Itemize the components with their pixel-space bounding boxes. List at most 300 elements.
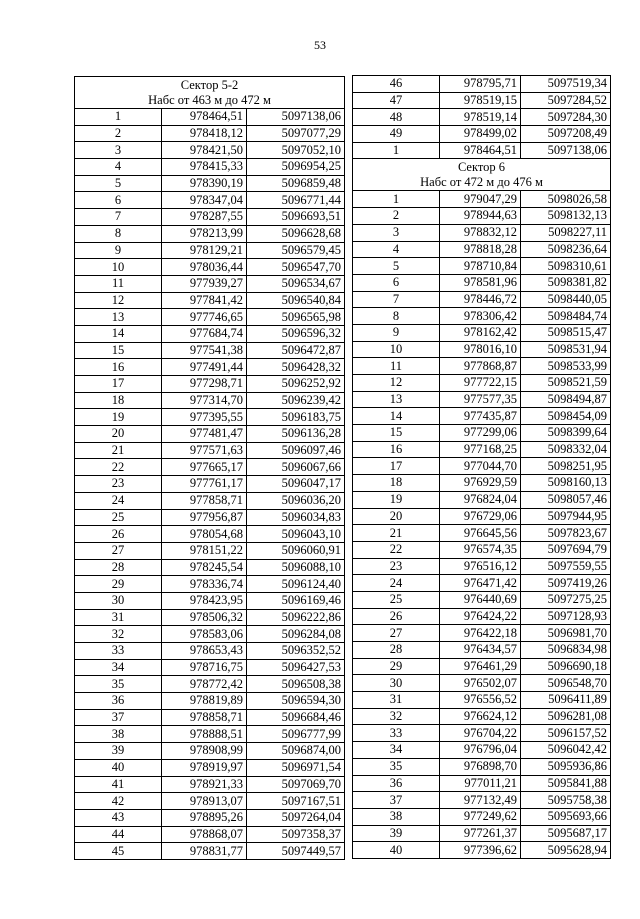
table-row bbox=[353, 191, 611, 208]
x-coordinate-cell: 978868,07 bbox=[162, 826, 247, 843]
coordinates-table-left bbox=[74, 76, 345, 860]
y-coordinate-cell: 5096579,45 bbox=[247, 242, 345, 259]
page-number: 53 bbox=[314, 38, 326, 52]
point-number-cell: 4 bbox=[353, 241, 440, 258]
point-number-cell: 7 bbox=[353, 291, 440, 308]
table-row bbox=[75, 426, 345, 443]
sector-subtitle: Набс от 472 м до 476 м bbox=[420, 174, 543, 189]
y-coordinate-cell: 5096169,46 bbox=[247, 592, 345, 609]
table-row bbox=[75, 292, 345, 309]
point-number-cell: 34 bbox=[353, 742, 440, 759]
point-number-cell: 25 bbox=[353, 591, 440, 608]
point-number-cell: 4 bbox=[75, 159, 162, 176]
x-coordinate-cell: 977761,17 bbox=[162, 476, 247, 493]
table-row bbox=[75, 776, 345, 793]
x-coordinate-cell: 977684,74 bbox=[162, 325, 247, 342]
table-row bbox=[75, 376, 345, 393]
x-coordinate-cell: 976461,29 bbox=[440, 658, 521, 675]
y-coordinate-cell: 5096239,42 bbox=[247, 392, 345, 409]
x-coordinate-cell: 977044,70 bbox=[440, 458, 521, 475]
y-coordinate-cell: 5096183,75 bbox=[247, 409, 345, 426]
point-number-cell: 30 bbox=[75, 592, 162, 609]
point-number-cell: 22 bbox=[75, 459, 162, 476]
table-row bbox=[353, 358, 611, 375]
table-row bbox=[75, 409, 345, 426]
point-number-cell: 15 bbox=[75, 342, 162, 359]
point-number-cell: 7 bbox=[75, 209, 162, 226]
sector-header-row bbox=[75, 77, 345, 109]
x-coordinate-cell: 977481,47 bbox=[162, 426, 247, 443]
point-number-cell: 31 bbox=[353, 692, 440, 709]
table-row bbox=[353, 792, 611, 809]
x-coordinate-cell: 976624,12 bbox=[440, 708, 521, 725]
point-number-cell: 49 bbox=[353, 126, 440, 143]
point-number-cell: 18 bbox=[75, 392, 162, 409]
table-row bbox=[75, 476, 345, 493]
point-number-cell: 26 bbox=[75, 526, 162, 543]
y-coordinate-cell: 5096352,52 bbox=[247, 643, 345, 660]
table-row bbox=[75, 643, 345, 660]
y-coordinate-cell: 5096565,98 bbox=[247, 309, 345, 326]
table-row bbox=[353, 742, 611, 759]
table-row bbox=[353, 775, 611, 792]
y-coordinate-cell: 5096628,68 bbox=[247, 225, 345, 242]
x-coordinate-cell: 978944,63 bbox=[440, 208, 521, 225]
table-row bbox=[75, 576, 345, 593]
point-number-cell: 13 bbox=[353, 391, 440, 408]
point-number-cell: 14 bbox=[353, 408, 440, 425]
table-row bbox=[353, 708, 611, 725]
y-coordinate-cell: 5098227,11 bbox=[521, 224, 611, 241]
y-coordinate-cell: 5097077,29 bbox=[247, 125, 345, 142]
y-coordinate-cell: 5096594,30 bbox=[247, 693, 345, 710]
table-row bbox=[75, 459, 345, 476]
table-row bbox=[75, 826, 345, 843]
y-coordinate-cell: 5098332,04 bbox=[521, 441, 611, 458]
sector-header-cell bbox=[353, 159, 611, 191]
table-row bbox=[353, 224, 611, 241]
point-number-cell: 10 bbox=[75, 259, 162, 276]
point-number-cell: 42 bbox=[75, 793, 162, 810]
table-row bbox=[353, 375, 611, 392]
point-number-cell: 33 bbox=[353, 725, 440, 742]
y-coordinate-cell: 5098132,13 bbox=[521, 208, 611, 225]
point-number-cell: 6 bbox=[353, 274, 440, 291]
y-coordinate-cell: 5098381,82 bbox=[521, 274, 611, 291]
table-row bbox=[353, 725, 611, 742]
point-number-cell: 6 bbox=[75, 192, 162, 209]
table-row bbox=[75, 125, 345, 142]
x-coordinate-cell: 977011,21 bbox=[440, 775, 521, 792]
point-number-cell: 29 bbox=[353, 658, 440, 675]
point-number-cell: 47 bbox=[353, 92, 440, 109]
point-number-cell: 44 bbox=[75, 826, 162, 843]
x-coordinate-cell: 976898,70 bbox=[440, 758, 521, 775]
table-row bbox=[75, 592, 345, 609]
y-coordinate-cell: 5096540,84 bbox=[247, 292, 345, 309]
table-row bbox=[75, 325, 345, 342]
sector-title: Сектор 6 bbox=[457, 159, 506, 174]
table-row bbox=[75, 559, 345, 576]
point-number-cell: 8 bbox=[353, 308, 440, 325]
table-row bbox=[353, 341, 611, 358]
point-number-cell: 23 bbox=[353, 558, 440, 575]
y-coordinate-cell: 5096124,40 bbox=[247, 576, 345, 593]
point-number-cell: 40 bbox=[353, 842, 440, 859]
x-coordinate-cell: 977541,38 bbox=[162, 342, 247, 359]
x-coordinate-cell: 978818,28 bbox=[440, 241, 521, 258]
table-row bbox=[353, 408, 611, 425]
x-coordinate-cell: 978506,32 bbox=[162, 609, 247, 626]
point-number-cell: 9 bbox=[353, 324, 440, 341]
y-coordinate-cell: 5098236,64 bbox=[521, 241, 611, 258]
table-row bbox=[75, 242, 345, 259]
y-coordinate-cell: 5096222,86 bbox=[247, 609, 345, 626]
x-coordinate-cell: 978464,51 bbox=[440, 142, 521, 159]
table-row bbox=[75, 159, 345, 176]
y-coordinate-cell: 5097138,06 bbox=[521, 142, 611, 159]
table-row bbox=[75, 142, 345, 159]
x-coordinate-cell: 978908,99 bbox=[162, 743, 247, 760]
y-coordinate-cell: 5098310,61 bbox=[521, 258, 611, 275]
x-coordinate-cell: 978653,43 bbox=[162, 643, 247, 660]
y-coordinate-cell: 5097264,04 bbox=[247, 809, 345, 826]
table-row bbox=[75, 442, 345, 459]
point-number-cell: 9 bbox=[75, 242, 162, 259]
x-coordinate-cell: 978716,75 bbox=[162, 659, 247, 676]
y-coordinate-cell: 5095758,38 bbox=[521, 792, 611, 809]
point-number-cell: 43 bbox=[75, 809, 162, 826]
point-number-cell: 21 bbox=[75, 442, 162, 459]
y-coordinate-cell: 5096284,08 bbox=[247, 626, 345, 643]
point-number-cell: 20 bbox=[75, 426, 162, 443]
y-coordinate-cell: 5096060,91 bbox=[247, 542, 345, 559]
x-coordinate-cell: 976704,22 bbox=[440, 725, 521, 742]
x-coordinate-cell: 978831,77 bbox=[162, 843, 247, 860]
x-coordinate-cell: 977577,35 bbox=[440, 391, 521, 408]
table-row bbox=[75, 809, 345, 826]
point-number-cell: 15 bbox=[353, 425, 440, 442]
x-coordinate-cell: 978919,97 bbox=[162, 759, 247, 776]
y-coordinate-cell: 5097284,30 bbox=[521, 109, 611, 126]
table-row bbox=[353, 808, 611, 825]
y-coordinate-cell: 5097284,52 bbox=[521, 92, 611, 109]
x-coordinate-cell: 978895,26 bbox=[162, 809, 247, 826]
table-row bbox=[353, 258, 611, 275]
y-coordinate-cell: 5096428,32 bbox=[247, 359, 345, 376]
x-coordinate-cell: 978162,42 bbox=[440, 324, 521, 341]
point-number-cell: 32 bbox=[75, 626, 162, 643]
y-coordinate-cell: 5095936,86 bbox=[521, 758, 611, 775]
x-coordinate-cell: 978519,14 bbox=[440, 109, 521, 126]
y-coordinate-cell: 5098399,64 bbox=[521, 425, 611, 442]
table-row bbox=[353, 92, 611, 109]
point-number-cell: 17 bbox=[353, 458, 440, 475]
point-number-cell: 46 bbox=[353, 76, 440, 93]
point-number-cell: 38 bbox=[75, 726, 162, 743]
y-coordinate-cell: 5098454,09 bbox=[521, 408, 611, 425]
point-number-cell: 48 bbox=[353, 109, 440, 126]
sector-subtitle: Набс от 463 м до 472 м bbox=[148, 92, 271, 107]
x-coordinate-cell: 978423,95 bbox=[162, 592, 247, 609]
y-coordinate-cell: 5097052,10 bbox=[247, 142, 345, 159]
point-number-cell: 30 bbox=[353, 675, 440, 692]
x-coordinate-cell: 978151,22 bbox=[162, 542, 247, 559]
x-coordinate-cell: 978581,96 bbox=[440, 274, 521, 291]
y-coordinate-cell: 5096411,89 bbox=[521, 692, 611, 709]
table-row bbox=[353, 642, 611, 659]
y-coordinate-cell: 5098057,46 bbox=[521, 491, 611, 508]
table-row bbox=[353, 208, 611, 225]
y-coordinate-cell: 5098521,59 bbox=[521, 375, 611, 392]
point-number-cell: 36 bbox=[353, 775, 440, 792]
x-coordinate-cell: 978583,06 bbox=[162, 626, 247, 643]
point-number-cell: 36 bbox=[75, 693, 162, 710]
table-row bbox=[353, 441, 611, 458]
point-number-cell: 20 bbox=[353, 508, 440, 525]
y-coordinate-cell: 5096034,83 bbox=[247, 509, 345, 526]
y-coordinate-cell: 5097449,57 bbox=[247, 843, 345, 860]
x-coordinate-cell: 977939,27 bbox=[162, 275, 247, 292]
point-number-cell: 37 bbox=[75, 709, 162, 726]
coordinates-table-right-body bbox=[353, 76, 611, 859]
y-coordinate-cell: 5096971,54 bbox=[247, 759, 345, 776]
y-coordinate-cell: 5095693,66 bbox=[521, 808, 611, 825]
x-coordinate-cell: 977132,49 bbox=[440, 792, 521, 809]
x-coordinate-cell: 977868,87 bbox=[440, 358, 521, 375]
y-coordinate-cell: 5097944,95 bbox=[521, 508, 611, 525]
x-coordinate-cell: 978418,12 bbox=[162, 125, 247, 142]
y-coordinate-cell: 5096684,46 bbox=[247, 709, 345, 726]
table-row bbox=[75, 109, 345, 126]
x-coordinate-cell: 977249,62 bbox=[440, 808, 521, 825]
point-number-cell: 18 bbox=[353, 475, 440, 492]
point-number-cell: 5 bbox=[353, 258, 440, 275]
point-number-cell: 45 bbox=[75, 843, 162, 860]
y-coordinate-cell: 5096097,46 bbox=[247, 442, 345, 459]
table-row bbox=[353, 758, 611, 775]
table-row bbox=[353, 508, 611, 525]
y-coordinate-cell: 5097519,34 bbox=[521, 76, 611, 93]
x-coordinate-cell: 978421,50 bbox=[162, 142, 247, 159]
y-coordinate-cell: 5096547,70 bbox=[247, 259, 345, 276]
table-row bbox=[75, 843, 345, 860]
x-coordinate-cell: 978832,12 bbox=[440, 224, 521, 241]
y-coordinate-cell: 5096771,44 bbox=[247, 192, 345, 209]
y-coordinate-cell: 5098026,58 bbox=[521, 191, 611, 208]
table-row bbox=[353, 625, 611, 642]
point-number-cell: 21 bbox=[353, 525, 440, 542]
table-row bbox=[75, 309, 345, 326]
y-coordinate-cell: 5095687,17 bbox=[521, 825, 611, 842]
point-number-cell: 17 bbox=[75, 376, 162, 393]
y-coordinate-cell: 5096042,42 bbox=[521, 742, 611, 759]
point-number-cell: 2 bbox=[75, 125, 162, 142]
y-coordinate-cell: 5096047,17 bbox=[247, 476, 345, 493]
y-coordinate-cell: 5095628,94 bbox=[521, 842, 611, 859]
sector-title: Сектор 5-2 bbox=[180, 77, 239, 92]
x-coordinate-cell: 977665,17 bbox=[162, 459, 247, 476]
point-number-cell: 1 bbox=[353, 142, 440, 159]
y-coordinate-cell: 5096954,25 bbox=[247, 159, 345, 176]
x-coordinate-cell: 976434,57 bbox=[440, 642, 521, 659]
x-coordinate-cell: 977396,62 bbox=[440, 842, 521, 859]
x-coordinate-cell: 977314,70 bbox=[162, 392, 247, 409]
x-coordinate-cell: 978519,15 bbox=[440, 92, 521, 109]
table-row bbox=[75, 509, 345, 526]
table-row bbox=[353, 575, 611, 592]
point-number-cell: 3 bbox=[353, 224, 440, 241]
point-number-cell: 39 bbox=[75, 743, 162, 760]
x-coordinate-cell: 977956,87 bbox=[162, 509, 247, 526]
table-row bbox=[75, 759, 345, 776]
y-coordinate-cell: 5096690,18 bbox=[521, 658, 611, 675]
y-coordinate-cell: 5096777,99 bbox=[247, 726, 345, 743]
table-row bbox=[75, 175, 345, 192]
y-coordinate-cell: 5097128,93 bbox=[521, 608, 611, 625]
x-coordinate-cell: 977491,44 bbox=[162, 359, 247, 376]
x-coordinate-cell: 976645,56 bbox=[440, 525, 521, 542]
x-coordinate-cell: 976440,69 bbox=[440, 591, 521, 608]
point-number-cell: 27 bbox=[353, 625, 440, 642]
table-row bbox=[75, 743, 345, 760]
table-row bbox=[353, 291, 611, 308]
point-number-cell: 11 bbox=[75, 275, 162, 292]
point-number-cell: 16 bbox=[353, 441, 440, 458]
y-coordinate-cell: 5097694,79 bbox=[521, 541, 611, 558]
y-coordinate-cell: 5097823,67 bbox=[521, 525, 611, 542]
x-coordinate-cell: 976502,07 bbox=[440, 675, 521, 692]
x-coordinate-cell: 978772,42 bbox=[162, 676, 247, 693]
sector-header-cell bbox=[75, 77, 345, 109]
point-number-cell: 34 bbox=[75, 659, 162, 676]
point-number-cell: 1 bbox=[353, 191, 440, 208]
x-coordinate-cell: 977435,87 bbox=[440, 408, 521, 425]
x-coordinate-cell: 977168,25 bbox=[440, 441, 521, 458]
x-coordinate-cell: 978347,04 bbox=[162, 192, 247, 209]
table-row bbox=[353, 458, 611, 475]
x-coordinate-cell: 976574,35 bbox=[440, 541, 521, 558]
coordinates-table-right bbox=[352, 75, 611, 859]
y-coordinate-cell: 5098533,99 bbox=[521, 358, 611, 375]
table-row bbox=[75, 275, 345, 292]
table-row bbox=[353, 541, 611, 558]
x-coordinate-cell: 978464,51 bbox=[162, 109, 247, 126]
point-number-cell: 33 bbox=[75, 643, 162, 660]
table-row bbox=[75, 709, 345, 726]
y-coordinate-cell: 5096534,67 bbox=[247, 275, 345, 292]
table-row bbox=[75, 626, 345, 643]
point-number-cell: 29 bbox=[75, 576, 162, 593]
table-row bbox=[75, 492, 345, 509]
point-number-cell: 25 bbox=[75, 509, 162, 526]
x-coordinate-cell: 976824,04 bbox=[440, 491, 521, 508]
y-coordinate-cell: 5096834,98 bbox=[521, 642, 611, 659]
y-coordinate-cell: 5098251,95 bbox=[521, 458, 611, 475]
table-row bbox=[353, 76, 611, 93]
table-row bbox=[353, 658, 611, 675]
x-coordinate-cell: 978016,10 bbox=[440, 341, 521, 358]
table-row bbox=[353, 324, 611, 341]
table-row bbox=[75, 392, 345, 409]
point-number-cell: 28 bbox=[353, 642, 440, 659]
point-number-cell: 41 bbox=[75, 776, 162, 793]
y-coordinate-cell: 5097069,70 bbox=[247, 776, 345, 793]
y-coordinate-cell: 5097275,25 bbox=[521, 591, 611, 608]
table-row bbox=[75, 693, 345, 710]
x-coordinate-cell: 976729,06 bbox=[440, 508, 521, 525]
coordinates-table-left-body bbox=[75, 77, 345, 860]
x-coordinate-cell: 978858,71 bbox=[162, 709, 247, 726]
x-coordinate-cell: 977298,71 bbox=[162, 376, 247, 393]
table-row bbox=[75, 793, 345, 810]
table-row bbox=[353, 241, 611, 258]
sector-header-row bbox=[353, 159, 611, 191]
table-row bbox=[75, 659, 345, 676]
point-number-cell: 23 bbox=[75, 476, 162, 493]
point-number-cell: 26 bbox=[353, 608, 440, 625]
x-coordinate-cell: 978446,72 bbox=[440, 291, 521, 308]
point-number-cell: 24 bbox=[353, 575, 440, 592]
x-coordinate-cell: 978921,33 bbox=[162, 776, 247, 793]
x-coordinate-cell: 977395,55 bbox=[162, 409, 247, 426]
point-number-cell: 32 bbox=[353, 708, 440, 725]
y-coordinate-cell: 5098440,05 bbox=[521, 291, 611, 308]
table-row bbox=[353, 308, 611, 325]
point-number-cell: 8 bbox=[75, 225, 162, 242]
x-coordinate-cell: 976424,22 bbox=[440, 608, 521, 625]
y-coordinate-cell: 5096548,70 bbox=[521, 675, 611, 692]
y-coordinate-cell: 5096508,38 bbox=[247, 676, 345, 693]
x-coordinate-cell: 978415,33 bbox=[162, 159, 247, 176]
table-row bbox=[75, 542, 345, 559]
point-number-cell: 14 bbox=[75, 325, 162, 342]
x-coordinate-cell: 978795,71 bbox=[440, 76, 521, 93]
point-number-cell: 13 bbox=[75, 309, 162, 326]
x-coordinate-cell: 978390,19 bbox=[162, 175, 247, 192]
y-coordinate-cell: 5097208,49 bbox=[521, 126, 611, 143]
table-row bbox=[353, 692, 611, 709]
x-coordinate-cell: 976929,59 bbox=[440, 475, 521, 492]
table-row bbox=[353, 274, 611, 291]
y-coordinate-cell: 5098160,13 bbox=[521, 475, 611, 492]
y-coordinate-cell: 5096157,52 bbox=[521, 725, 611, 742]
x-coordinate-cell: 976796,04 bbox=[440, 742, 521, 759]
y-coordinate-cell: 5098494,87 bbox=[521, 391, 611, 408]
point-number-cell: 39 bbox=[353, 825, 440, 842]
point-number-cell: 31 bbox=[75, 609, 162, 626]
y-coordinate-cell: 5096252,92 bbox=[247, 376, 345, 393]
y-coordinate-cell: 5096472,87 bbox=[247, 342, 345, 359]
point-number-cell: 3 bbox=[75, 142, 162, 159]
x-coordinate-cell: 977858,71 bbox=[162, 492, 247, 509]
point-number-cell: 5 bbox=[75, 175, 162, 192]
x-coordinate-cell: 977261,37 bbox=[440, 825, 521, 842]
y-coordinate-cell: 5098484,74 bbox=[521, 308, 611, 325]
x-coordinate-cell: 978819,89 bbox=[162, 693, 247, 710]
table-row bbox=[75, 726, 345, 743]
table-row bbox=[75, 259, 345, 276]
point-number-cell: 11 bbox=[353, 358, 440, 375]
table-row bbox=[353, 126, 611, 143]
table-row bbox=[353, 475, 611, 492]
table-row bbox=[75, 225, 345, 242]
x-coordinate-cell: 978913,07 bbox=[162, 793, 247, 810]
table-row bbox=[353, 842, 611, 859]
x-coordinate-cell: 978499,02 bbox=[440, 126, 521, 143]
table-row bbox=[353, 825, 611, 842]
x-coordinate-cell: 977722,15 bbox=[440, 375, 521, 392]
